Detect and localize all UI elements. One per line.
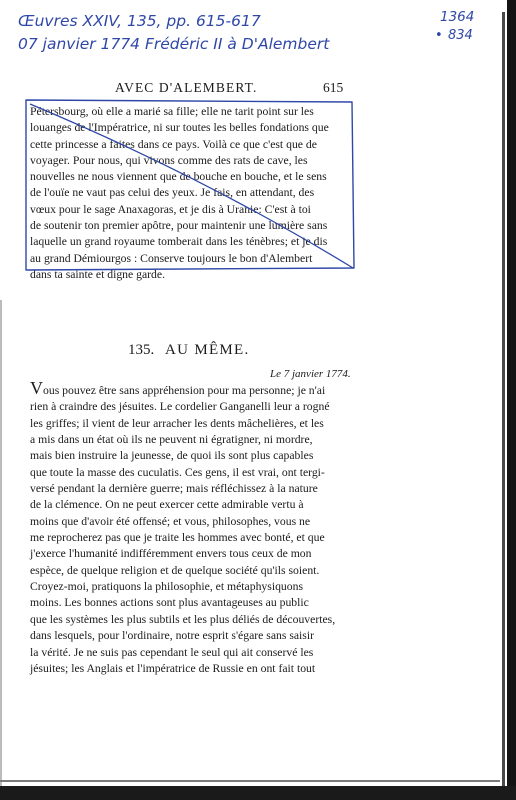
text-line: dans lesquels, pour l'ordinaire, notre esprit s'égare sans saisir — [30, 629, 314, 643]
running-head: AVEC D'ALEMBERT. — [115, 80, 258, 95]
page-number: 615 — [323, 80, 344, 95]
text-line: Pétersbourg, où elle a marié sa fille; elle ne tarit point sur les — [30, 105, 314, 118]
text-line: moins. Les bonnes actions sont plus avantageuses au public — [30, 596, 309, 610]
text-line: de la clémence. On ne peut exercer cette admirable vertu à — [30, 498, 304, 512]
text-line: au grand Démiourgos : Conserve toujours le bon d'Alembert — [30, 251, 313, 265]
handwritten-date-note: 07 janvier 1774 Frédéric II à D'Alembert — [18, 35, 330, 53]
text-line: de l'ouïe ne vaut pas celui des yeux. Je fais, en attendant, des — [30, 186, 315, 200]
letter-number: 135. — [128, 342, 155, 358]
scan-edge-right-inner — [502, 12, 505, 787]
text-line: me reprocherez pas que je traite les hommes avec bonté, et que — [30, 531, 325, 545]
text-line: que les systèmes les plus subtils et les plus déliés de découvertes, — [30, 612, 336, 626]
text-line-first — [30, 378, 360, 399]
letter-title: AU MÊME. — [165, 342, 250, 358]
text-line: de soutenir ton premier apôtre, pour maintenir une lumière sans — [30, 219, 328, 233]
text-line: rien à craindre des jésuites. Le cordelier Ganganelli leur a rogné — [30, 400, 330, 414]
scan-edge-left — [0, 300, 2, 800]
handwritten-catalog-number-2: 834 — [448, 28, 473, 43]
text-line: que toute la masse des cuculatis. Ces gens, il est vrai, ont tergi- — [30, 465, 325, 479]
text-line: jésuites; les Anglais et l'impératrice de Russie en ont fait tout — [30, 661, 316, 675]
text-line: moins que d'avoir été offensé; et vous, philosophes, vous ne — [30, 514, 311, 528]
text-line: voyager. Pour nous, qui vivons comme des rats de cave, les — [30, 153, 308, 167]
letter-date: Le 7 janvier 1774. — [270, 368, 351, 380]
scan-edge-right — [507, 0, 516, 800]
scan-edge-bottom — [0, 786, 516, 800]
text-line: cette princesse a faites dans ce pays. Voilà ce que c'est que de — [30, 137, 317, 151]
handwritten-bullet: • — [435, 28, 443, 43]
text-line: les griffes; il vient de leur arracher les dents mâchelières, et les — [30, 416, 324, 430]
text-line: espèce, de quelque religion et de quelque société qu'ils soient. — [30, 563, 320, 577]
letter-body — [30, 378, 360, 677]
text-line: vœux pour le sage Anaxagoras, et je dis à Uranie: C'est à toi — [30, 202, 311, 216]
text-line: a mis dans un état où ils ne peuvent ni égratigner, ni mordre, — [30, 433, 313, 447]
text-line: mais bien instruire la jeunesse, de quoi ils sont plus capables — [30, 449, 314, 463]
handwritten-catalog-number: 1364 — [440, 9, 475, 25]
text-line: versé pendant la dernière guerre; mais réfléchissez à la nature — [30, 482, 318, 496]
previous-letter-text — [30, 104, 352, 283]
handwritten-reference: Œuvres XXIV, 135, pp. 615-617 — [18, 12, 261, 30]
first-line-text: ous pouvez être sans appréhension pour ma personne; je n'ai — [43, 384, 326, 397]
text-line: Croyez-moi, pratiquons la philosophie, et métaphysiquons — [30, 580, 303, 594]
text-line: nouvelles ne nous viennent que de bouche en bouche, et le sens — [30, 170, 327, 184]
text-line: la vérité. Je ne suis pas cependant le seul qui ait conservé les — [30, 645, 314, 659]
text-line: louanges de l'Impératrice, ni sur toutes les belles fondations que — [30, 121, 329, 135]
text-line: j'exerce l'humanité indifféremment envers tous ceux de mon — [30, 547, 312, 561]
scan-edge-bottom-inner — [0, 780, 500, 782]
text-line: laquelle un grand royaume tomberait dans les ténèbres; et je dis — [30, 235, 328, 249]
text-line: dans ta sainte et digne garde. — [30, 267, 166, 281]
drop-cap: V — [30, 378, 43, 398]
